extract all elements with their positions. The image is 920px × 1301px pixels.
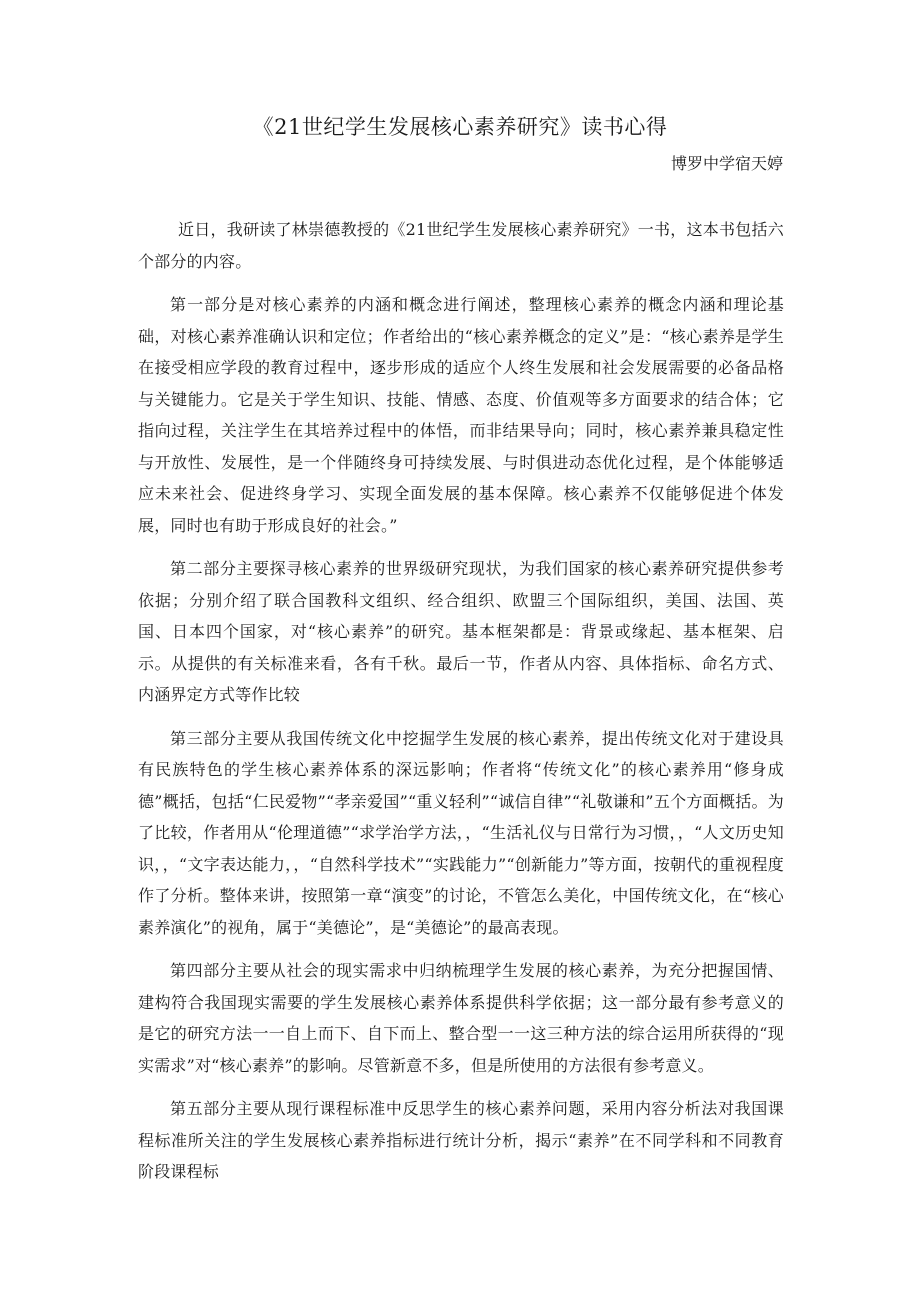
paragraph-part-two: 第二部分主要探寻核心素养的世界级研究现状，为我们国家的核心素养研究提供参考依据；分别介绍了联合国教科文组织、经合组织、欧盟三个国际组织，美国、法国、英国、日本四个国家，对“核心素养”的研究。基本框架都是：背景或缘起、基本框架、启示。从提供的有关标准来看，各有千秋。最后一节，作者从内容、具体指标、命名方式、内涵界定方式等作比较 xyxy=(138,559,784,704)
document-title: 《21世纪学生发展核心素养研究》读书心得 xyxy=(252,115,668,139)
author-line: 博罗中学宿天婷 xyxy=(670,154,783,173)
paragraph-part-four: 第四部分主要从社会的现实需求中归纳梳理学生发展的核心素养，为充分把握国情、建构符合我国现实需要的学生发展核心素养体系提供科学依据；这一部分最有参考意义的是它的研究方法一一自上而下、自下而上、整合型一一这三种方法的综合运用所获得的“现实需求”对“核心素养”的影响。尽管新意不多，但是所使用的方法很有参考意义。 xyxy=(138,961,784,1075)
paragraph-part-three: 第三部分主要从我国传统文化中挖掘学生发展的核心素养，提出传统文化对于建设具有民族特色的学生核心素养体系的深远影响；作者将“传统文化”的核心素养用“修身成德”概括，包括“仁民爱物”“孝亲爱国”“重义轻利”“诚信自律”“礼敬谦和”五个方面概括。为了比较，作者用从“伦理道德”“求学治学方法，，“生活礼仪与日常行为习惯，，“人文历史知识，，“文字表达能力，，“自然科学技术”“实践能力”“创新能力”等方面，按朝代的重视程度作了分析。整体来讲，按照第一章“演变”的讨论，不管怎么美化，中国传统文化，在“核心素养演化”的视角，属于“美德论”，是“美德论”的最高表现。 xyxy=(138,728,784,937)
document-body xyxy=(138,214,784,1200)
paragraph-part-five: 第五部分主要从现行课程标准中反思学生的核心素养问题，采用内容分析法对我国课程标准所关注的学生发展核心素养指标进行统计分析，揭示“素养”在不同学科和不同教育阶段课程标 xyxy=(138,1099,784,1181)
paragraph-intro: 近日，我研读了林崇德教授的《21世纪学生发展核心素养研究》一书，这本书包括六个部分的内容。 xyxy=(138,220,784,271)
paragraph-part-one: 第一部分是对核心素养的内涵和概念进行阐述，整理核心素养的概念内涵和理论基础，对核心素养准确认识和定位；作者给出的“核心素养概念的定义”是：“核心素养是学生在接受相应学段的教育过程中，逐步形成的适应个人终生发展和社会发展需要的必备品格与关键能力。它是关于学生知识、技能、情感、态度、价值观等多方面要求的结合体；它指向过程，关注学生在其培养过程中的体悟，而非结果导向；同时，核心素养兼具稳定性与开放性、发展性，是一个伴随终身可持续发展、与时俱进动态优化过程，是个体能够适应未来社会、促进终身学习、实现全面发展的基本保障。核心素养不仅能够促进个体发展，同时也有助于形成良好的社会。” xyxy=(138,295,784,535)
